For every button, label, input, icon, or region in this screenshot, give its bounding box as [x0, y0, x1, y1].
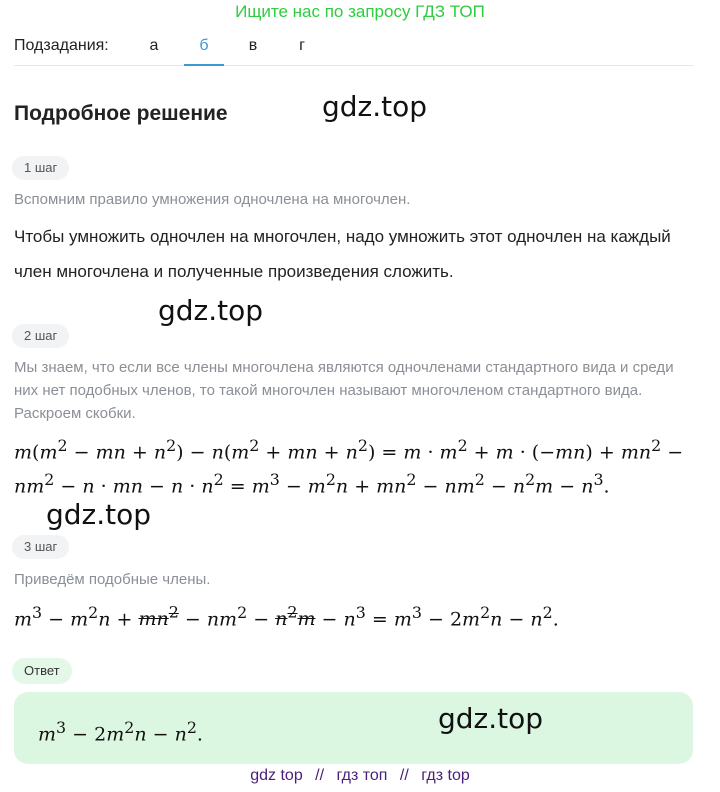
- footer-separator: //: [399, 767, 409, 784]
- footer-links: [0, 767, 720, 785]
- expansion-formula-line-2: $nm^2 - n$ · mn − $n \cdot n^2 = m^3 - m^2n + mn^2 - nm^2 - n^2m - n^3$.: [14, 470, 610, 498]
- step-rule: Чтобы умножить одночлен на многочлен, надо умножить этот одночлен на каждый член многочлена и полученные произведения сложить.: [14, 227, 671, 281]
- tab-b[interactable]: б: [199, 37, 209, 54]
- simplification-formula: $m^3 - m^2n + mn^2 - nm^2 - n^2m - n^3 = m^3 - 2m^2n - n^2$.: [14, 603, 559, 631]
- step-badge: 2 шаг: [12, 324, 69, 348]
- expansion-formula-line-1: $m(m^2$ − mn + $n^2) - n(m^2$ + mn + $n^2) = m \cdot m^2 + m \cdot (-mn) + mn^2$ −: [14, 436, 684, 464]
- watermark: gdz.top: [158, 294, 264, 327]
- step-hint: Приведём подобные члены.: [14, 571, 211, 588]
- watermark: gdz.top: [322, 90, 428, 123]
- step-hint: Вспомним правило умножения одночлена на многочлен.: [14, 191, 411, 208]
- footer-separator: //: [315, 767, 325, 784]
- solution-heading: Подробное решение: [14, 102, 228, 125]
- tab-a[interactable]: а: [149, 37, 159, 54]
- subtasks-bar: [14, 28, 694, 66]
- step-hint: Мы знаем, что если все члены многочлена являются одночленами стандартного вида и среди них нет подобных членов, то такой многочлен называют многочленом стандартного вида. Раскроем скобки.: [14, 359, 674, 422]
- answer-formula: $m^3 - 2m^2n - n^2$.: [38, 718, 203, 746]
- search-banner: Ищите нас по запросу ГДЗ ТОП: [235, 2, 485, 21]
- footer-link[interactable]: gdz top: [250, 767, 303, 784]
- active-tab-indicator: [184, 64, 224, 66]
- step-badge: 1 шаг: [12, 156, 69, 180]
- watermark: gdz.top: [438, 702, 544, 735]
- tab-g[interactable]: г: [299, 37, 305, 54]
- subtasks-label: Подзадания:: [14, 37, 109, 54]
- step-badge: 3 шаг: [12, 535, 69, 559]
- answer-box: [14, 692, 693, 764]
- watermark: gdz.top: [46, 498, 152, 531]
- footer-link[interactable]: гдз top: [421, 767, 470, 784]
- footer-link[interactable]: гдз топ: [336, 767, 388, 784]
- tab-v[interactable]: в: [248, 37, 258, 54]
- answer-badge: Ответ: [12, 658, 72, 684]
